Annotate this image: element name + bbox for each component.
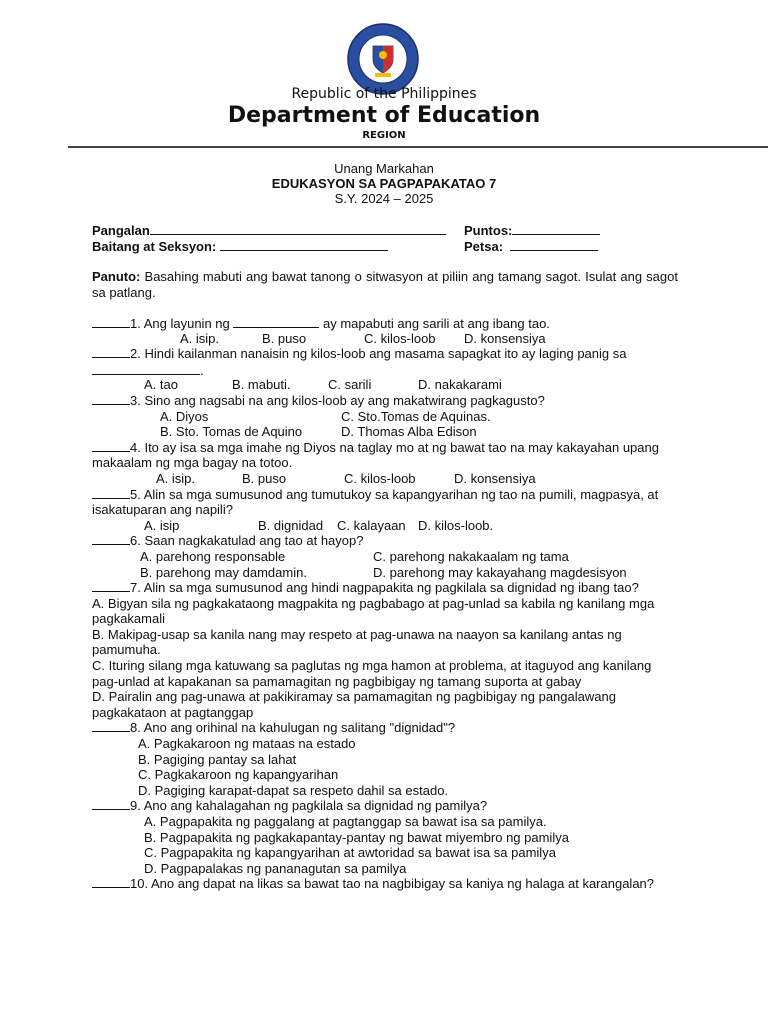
- answer-blank[interactable]: [92, 720, 130, 732]
- name-label: Pangalan: [92, 223, 150, 238]
- option-c: C. kilos-loob: [364, 330, 436, 346]
- option-b: B. Sto. Tomas de Aquino: [160, 424, 303, 440]
- question-6: [92, 533, 678, 549]
- option-c: C. Ituring silang mga katuwang sa paglutas ng mga hamon at problema, at itaguyod ang kanilang pag-unlad at kapakanan sa pamamagitan ng pagbibigay ng tamang suporta at gabay: [92, 658, 652, 689]
- fill-blank[interactable]: [92, 362, 200, 375]
- question-list: [92, 315, 678, 892]
- option-d: D. Pagpapalakas ng pananagutan sa pamilya: [144, 860, 407, 876]
- option-d: D. konsensiya: [464, 330, 546, 346]
- answer-blank[interactable]: [92, 798, 130, 810]
- question-2-options: [92, 377, 678, 393]
- school-year: S.Y. 2024 – 2025: [334, 191, 434, 206]
- question-10: [92, 876, 678, 892]
- question-text: 8. Ano ang orihinal na kahulugan ng salitang "dignidad"?: [130, 720, 456, 736]
- question-text: 10. Ano ang dapat na likas sa bawat tao na nagbibigay sa kaniya ng halaga at karangalan?: [130, 876, 655, 892]
- option-d: D. parehong may kakayahang magdesisyon: [373, 564, 627, 580]
- question-5: [92, 487, 678, 518]
- name-field: [92, 222, 446, 238]
- option-b: B. Pagpapakita ng pagkakapantay-pantay ng bawat miyembro ng pamilya: [144, 829, 569, 845]
- option-b: B. Makipag-usap sa kanila nang may respeto at pag-unawa na naayon sa kanilang antas ng pamumuha.: [92, 626, 622, 658]
- answer-blank[interactable]: [92, 440, 130, 452]
- option-d: D. kilos-loob.: [418, 517, 494, 533]
- question-text: 1. Ang layunin ng: [130, 316, 230, 331]
- option-c: C. Pagpapakita ng kapangyarihan at awtoridad sa bawat isa sa pamilya: [144, 845, 556, 861]
- option-a: A. Pagpapakita ng paggalang at pagtanggap sa bawat isa sa pamilya.: [144, 814, 547, 829]
- option-d: D. Pairalin ang pag-unawa at pakikiramay sa pamamagitan ng pagbibigay ng pangalawang pagkakataon at pagtanggap: [92, 689, 616, 720]
- option-c: C. kilos-loob: [344, 470, 416, 486]
- option-a: A. isip.: [180, 330, 220, 346]
- region-label: REGION: [362, 130, 406, 141]
- question-text: 4. Ito ay isa sa mga imahe ng Diyos na taglay mo at ng bawat tao na may kakayahan upang makaalam ng mga bagay na totoo.: [92, 439, 659, 471]
- option-b: B. dignidad: [258, 517, 324, 533]
- option-a: A. isip: [144, 517, 180, 533]
- instructions-text: Basahing mabuti ang bawat tanong o sitwasyon at piliin ang tamang sagot. Isulat ang sagot sa patlang.: [92, 269, 678, 300]
- name-line[interactable]: [150, 222, 446, 235]
- option-c: C. parehong nakakaalam ng tama: [373, 548, 569, 564]
- question-3-options-row1: [92, 409, 678, 425]
- question-3-options-row2: [92, 424, 678, 440]
- question-text: 2. Hindi kailanman nanaisin ng kilos-loob ang masama sapagkat ito ay laging panig sa: [130, 346, 627, 362]
- question-8: [92, 720, 678, 736]
- answer-blank[interactable]: [92, 346, 130, 358]
- header-divider: [68, 146, 768, 148]
- option-a: A. Pagkakaroon ng mataas na estado: [138, 736, 356, 752]
- option-c: C. sarili: [328, 377, 372, 393]
- option-d: D. Pagiging karapat-dapat sa respeto dahil sa estado.: [138, 782, 449, 798]
- instructions: [92, 269, 678, 300]
- score-field: [464, 222, 600, 238]
- date-label: Petsa:: [464, 239, 504, 254]
- question-6-options-row2: [92, 565, 678, 581]
- option-c: C. Pagkakaroon ng kapangyarihan: [138, 767, 339, 783]
- answer-blank[interactable]: [92, 876, 130, 888]
- question-1-options: [92, 331, 678, 347]
- question-text-after: ay mapabuti ang sarili at ang ibang tao.: [319, 316, 550, 331]
- option-b: B. Pagiging pantay sa lahat: [138, 751, 297, 767]
- fill-blank[interactable]: [233, 315, 319, 328]
- answer-blank[interactable]: [92, 487, 130, 499]
- option-a: A. Bigyan sila ng pagkakataong magpakita ng pagbabago at pag-unlad sa kabila ng kanilang mga pagkakamali: [92, 595, 655, 627]
- question-5-options: [92, 518, 678, 534]
- instructions-label: Panuto:: [92, 269, 141, 284]
- answer-blank[interactable]: [92, 393, 130, 405]
- question-7: [92, 580, 678, 596]
- question-1: [92, 315, 678, 331]
- option-a: A. parehong responsable: [140, 548, 286, 564]
- score-line[interactable]: [512, 222, 600, 235]
- quarter-label: Unang Markahan: [334, 161, 434, 176]
- question-2-continuation: .: [92, 362, 678, 378]
- question-4-options: [92, 471, 678, 487]
- subject-title: EDUKASYON SA PAGPAPAKATAO 7: [271, 176, 497, 191]
- question-4: [92, 440, 678, 471]
- answer-blank[interactable]: [92, 316, 130, 328]
- question-text: 7. Alin sa mga sumusunod ang hindi nagpapakita ng pagkilala sa dignidad ng ibang tao?: [130, 580, 639, 596]
- option-d: D. Thomas Alba Edison: [341, 424, 477, 440]
- option-b: B. mabuti.: [232, 377, 291, 393]
- option-b: B. puso: [242, 470, 287, 486]
- option-a: A. Diyos: [160, 408, 209, 424]
- question-text: 3. Sino ang nagsabi na ang kilos-loob ay ang makatwirang pagkagusto?: [130, 392, 545, 408]
- option-c: C. kalayaan: [337, 517, 406, 533]
- option-a: A. isip.: [156, 470, 196, 486]
- republic-heading: Republic of the Philippines: [291, 86, 477, 102]
- question-2: [92, 346, 678, 362]
- answer-blank[interactable]: [92, 580, 130, 592]
- question-3: [92, 393, 678, 409]
- answer-blank[interactable]: [92, 533, 130, 545]
- option-b: B. puso: [262, 330, 307, 346]
- question-6-options-row1: [92, 549, 678, 565]
- question-text: 9. Ano ang kahalagahan ng pagkilala sa dignidad ng pamilya?: [130, 798, 488, 814]
- section-line[interactable]: [220, 238, 388, 251]
- question-text: 6. Saan nagkakatulad ang tao at hayop?: [130, 533, 364, 549]
- question-9: [92, 798, 678, 814]
- section-label: Baitang at Seksyon:: [92, 239, 217, 254]
- option-d: D. nakakarami: [418, 377, 502, 393]
- section-field: [92, 238, 388, 254]
- option-b: B. parehong may damdamin.: [140, 564, 307, 580]
- question-text: 5. Alin sa mga sumusunod ang tumutukoy sa kapangyarihan ng tao na pumili, magpasya, at isakatuparan ang napili?: [92, 486, 659, 518]
- date-field: [464, 238, 598, 254]
- score-label: Puntos:: [464, 223, 513, 238]
- option-d: D. konsensiya: [454, 470, 536, 486]
- date-line[interactable]: [510, 238, 598, 251]
- option-a: A. tao: [144, 377, 178, 393]
- option-c: C. Sto.Tomas de Aquinas.: [341, 408, 491, 424]
- department-title: Department of Education: [227, 103, 541, 128]
- deped-seal-icon: [346, 22, 420, 96]
